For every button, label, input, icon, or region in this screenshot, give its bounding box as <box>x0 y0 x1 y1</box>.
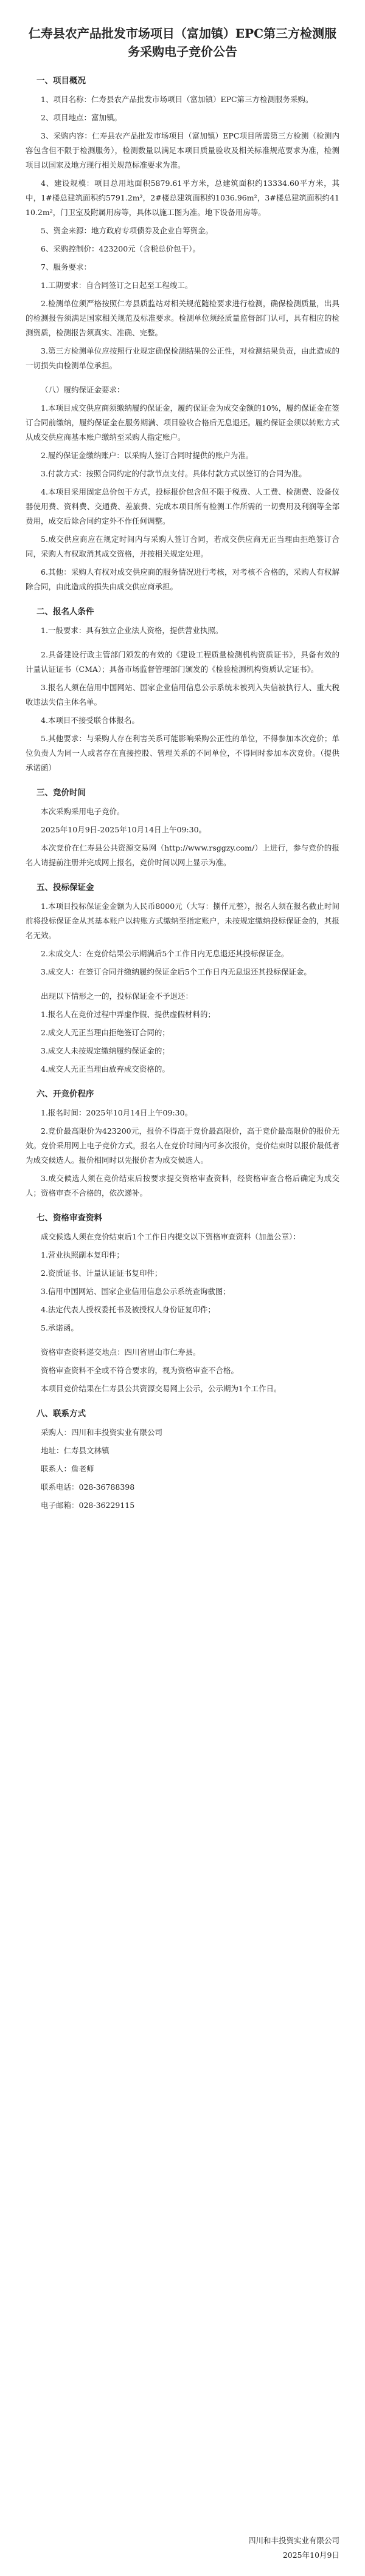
paragraph: 4.成交人无正当理由放弃成交资格的。 <box>41 1064 170 1074</box>
section-heading: 二、报名人条件 <box>36 607 94 617</box>
paragraph: 7、服务要求： <box>41 262 91 272</box>
paragraph: 资格审查资料递交地点：四川省眉山市仁寿县。 <box>41 1348 201 1357</box>
paragraph: 5、资金来源：地方政府专项债券及企业自筹资金。 <box>41 226 213 235</box>
section-gap <box>26 377 339 383</box>
paragraph: 本次竞价在仁寿县公共资源交易网（http://www.rsggzy.com/）上进行，参与竞价的报名人请提前注册并完成网上报名，竞价时间以网上显示为准。 <box>26 843 339 867</box>
paragraph: 3.付款方式：按照合同约定的付款节点支付。具体付款方式以签订的合同为准。 <box>41 469 307 478</box>
section-heading: 六、开竞价程序 <box>36 1089 94 1099</box>
paragraph: 2、项目地点：富加镇。 <box>41 113 122 122</box>
paragraph: 地址：仁寿县文林镇 <box>41 1446 109 1455</box>
paragraph: 6、采购控制价：423200元（含税总价包干）。 <box>41 244 200 253</box>
paragraph: 4.法定代表人授权委托书及被授权人身份证复印件； <box>41 1305 215 1314</box>
section-heading: 三、竞价时间 <box>36 788 86 798</box>
paragraph: 2.未成交人：在竞价结果公示期满后5个工作日内无息退还其投标保证金。 <box>41 949 289 958</box>
paragraph: 2.具备建设行政主管部门颁发的有效的《建设工程质量检测机构资质证书》，具备有效的计量认证证书（CMA）；具备市场监督管理部门颁发的《检验检测机构资质认定证书》。 <box>26 650 339 674</box>
paragraph: 2.履约保证金缴纳账户：以采购人签订合同时提供的账户为准。 <box>41 451 254 460</box>
section-gap <box>26 642 339 648</box>
paragraph: 3.信用中国网站、国家企业信用信息公示系统查询截图； <box>41 1287 231 1296</box>
paragraph: 成交候选人须在竞价结束后1个工作日内提交以下资格审查资料（加盖公章）： <box>41 1232 301 1241</box>
paragraph: 本项目竞价结果在仁寿县公共资源交易网上公示，公示期为1个工作日。 <box>41 1384 282 1393</box>
paragraph: 3.成交人未按规定缴纳履约保证金的； <box>41 1046 170 1055</box>
announcement-body <box>26 74 339 1513</box>
paragraph: 联系人：詹老师 <box>41 1464 94 1473</box>
paragraph: 2025年10月9日-2025年10月14日上午09:30。 <box>41 825 207 834</box>
page-title: 仁寿县农产品批发市场项目（富加镇）EPC第三方检测服务采购电子竞价公告 <box>28 26 337 59</box>
paragraph: 本次采购采用电子竞价。 <box>41 807 125 816</box>
paragraph: 5.承诺函。 <box>41 1323 78 1332</box>
paragraph: 采购人：四川和丰投资实业有限公司 <box>41 1428 163 1437</box>
section-heading: 七、资格审查资料 <box>36 1213 102 1223</box>
paragraph: 2.竞价最高限价为423200元，报价不得高于竞价最高限价，高于竞价最高限价的报价无效。竞价采用网上电子竞价方式，报名人在竞价时间内可多次报价，竞价结束时以报价最低者为成交候选人。报价相同时以先报价者为成交候选人。 <box>26 1126 339 1165</box>
paragraph: 3.报名人须在信用中国网站、国家企业信用信息公示系统未被列入失信被执行人、重大税收违法失信主体名单。 <box>26 683 339 707</box>
paragraph: 1.本项目投标保证金金额为人民币8000元（大写：捌仟元整），报名人须在报名截止时间前将投标保证金从其基本账户以转账方式缴纳至指定账户，未按规定缴纳投标保证金的，其报名无效。 <box>26 902 339 940</box>
paragraph: （八）履约保证金要求： <box>41 385 125 394</box>
paragraph: 6.其他：采购人有权对成交供应商的服务情况进行考核，对考核不合格的，采购人有权解除合同，由此造成的损失由成交供应商承担。 <box>26 567 339 591</box>
paragraph: 1.一般要求：具有独立企业法人资格，提供营业执照。 <box>41 626 223 635</box>
signature-date: 2025年10月9日 <box>282 2550 339 2560</box>
paragraph: 3.成交候选人须在竞价结束后按要求提交资格审查资料，经资格审查合格后确定为成交人；资格审查不合格的，依次递补。 <box>26 1174 339 1197</box>
section-heading: 八、联系方式 <box>36 1409 86 1419</box>
paragraph: 电子邮箱：028-36229115 <box>41 1501 135 1510</box>
paragraph: 4.本项目不接受联合体报名。 <box>41 716 139 725</box>
paragraph: 1.工期要求：自合同签订之日起至工程竣工。 <box>41 281 193 290</box>
paragraph: 资格审查资料不全或不符合要求的，视为资格审查不合格。 <box>41 1366 239 1375</box>
paragraph: 1.营业执照副本复印件； <box>41 1250 124 1259</box>
section-gap <box>26 983 339 989</box>
paragraph: 3.第三方检测单位应按照行业规定确保检测结果的公正性，对检测结果负责，由此造成的一切损失由检测单位承担。 <box>26 346 339 370</box>
section-gap <box>26 1339 339 1345</box>
paragraph: 3.成交人：在签订合同并缴纳履约保证金后5个工作日内无息退还其投标保证金。 <box>41 967 311 976</box>
paragraph: 3、采购内容：仁寿县农产品批发市场项目（富加镇）EPC项目所需第三方检测（检测内容包含但不限于检测服务），检测数量以满足本项目质量验收及相关标准规范要求为准，检测项目以国家及地方现行相关规范标准要求为准。 <box>26 131 339 170</box>
paragraph: 1、项目名称：仁寿县农产品批发市场项目（富加镇）EPC第三方检测服务采购。 <box>41 95 313 104</box>
signature-org: 四川和丰投资实业有限公司 <box>248 2536 339 2545</box>
paragraph: 1.报名时间：2025年10月14日上午09:30。 <box>41 1108 193 1117</box>
paragraph: 5.成交供应商应在规定时间内与采购人签订合同，若成交供应商无正当理由拒绝签订合同，采购人有权取消其成交资格，并按相关规定处理。 <box>26 535 339 558</box>
paragraph: 2.资质证书、计量认证证书复印件； <box>41 1269 162 1278</box>
paragraph: 2.检测单位须严格按照仁寿县质监站对相关规范随检要求进行检测，确保检测质量，出具的检测报告须满足国家相关规范及标准要求。检测单位须经质量监督部门认可，具有相应的检测资质，检测报告须真实、准确、完整。 <box>26 299 339 337</box>
paragraph: 出现以下情形之一的，投标保证金不予退还： <box>41 992 193 1001</box>
paragraph: 1.本项目成交供应商须缴纳履约保证金，履约保证金为成交金额的10%，履约保证金在签订合同前缴纳，履约保证金在服务期满、项目验收合格后无息退还。履约保证金须以转账方式从成交供应商基本账户缴纳至采购人指定账户。 <box>26 403 339 442</box>
paragraph: 5.其他要求：与采购人存在利害关系可能影响采购公正性的单位，不得参加本次竞价；单位负责人为同一人或者存在直接控股、管理关系的不同单位，不得同时参加本次竞价。（提供承诺函） <box>26 734 339 772</box>
paragraph: 1.报名人在竞价过程中弄虚作假、提供虚假材料的； <box>41 1010 215 1019</box>
paragraph: 4.本项目采用固定总价包干方式，投标报价包含但不限于税费、人工费、检测费、设备仪器使用费、资料费、交通费、差旅费、完成本项目所有检测工作所需的一切费用及利润等全部费用，成交后除合同约定外不作任何调整。 <box>26 487 339 526</box>
section-heading: 一、项目概况 <box>36 76 86 86</box>
section-heading: 五、投标保证金 <box>36 883 94 892</box>
paragraph: 联系电话：028-36788398 <box>41 1482 135 1492</box>
signature-block <box>248 2533 339 2563</box>
paragraph: 4、建设规模：项目总用地面积5879.61平方米，总建筑面积约13334.60平方米，其中，1#楼总建筑面积约5791.2m²，2#楼总建筑面积约1036.96m²，3#楼总建筑面积约4110.2m²，门卫室及附属用房等，具体以施工图为准。地下设备用房等。 <box>26 179 339 217</box>
paragraph: 2.成交人无正当理由拒绝签订合同的； <box>41 1028 170 1037</box>
